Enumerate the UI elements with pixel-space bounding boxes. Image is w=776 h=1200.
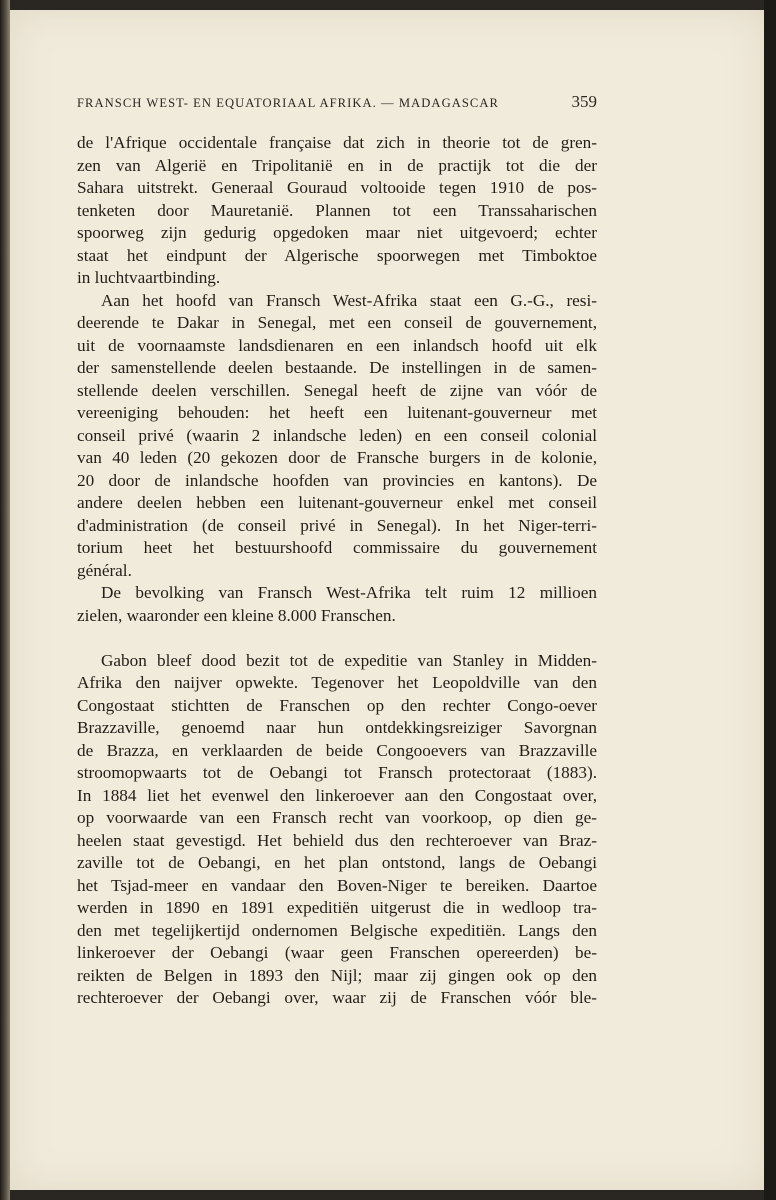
text-line: rechteroever der Oebangi over, waar zij de Franschen vóór ble- xyxy=(77,988,597,1007)
text-line: zen van Algerië en Tripolitanië en in de practijk tot die der xyxy=(77,155,597,175)
text-line: Afrika den naijver opwekte. Tegenover het Leopoldville van den xyxy=(77,673,597,692)
text-line: stroomopwaarts tot de Oebangi tot Fransch protectoraat (1883). xyxy=(77,763,597,782)
text-line: op voorwaarde van een Fransch recht van voorkoop, op dien ge- xyxy=(77,808,597,827)
text-line: Brazzaville, genoemd naar hun ontdekkingsreiziger Savorgnan xyxy=(77,718,597,737)
scan-edge xyxy=(764,0,776,1200)
text-line: général. xyxy=(77,560,132,580)
text-line: tenketen door Mauretanië. Plannen tot een Transsaharischen xyxy=(77,200,597,220)
text-line: Sahara uitstrekt. Generaal Gouraud voltooide tegen 1910 de pos- xyxy=(77,178,597,197)
text-line: deerende te Dakar in Senegal, met een conseil de gouvernement, xyxy=(77,313,597,332)
text-line: der samenstellende deelen bestaande. De instellingen in de samen- xyxy=(77,358,597,377)
text-line: den met tegelijkertijd ondernomen Belgische expeditiën. Langs den xyxy=(77,920,597,940)
text-line: 20 door de inlandsche hoofden van provincies en kantons). De xyxy=(77,470,597,490)
text-line: andere deelen hebben een luitenant-gouverneur enkel met conseil xyxy=(77,493,597,512)
text-line: In 1884 liet het evenwel den linkeroever aan den Congostaat over, xyxy=(77,785,597,805)
text-line: linkeroever der Oebangi (waar geen Franschen opereerden) be- xyxy=(77,943,597,962)
text-line: reikten de Belgen in 1893 den Nijl; maar zij gingen ook op den xyxy=(77,965,597,985)
text-line: werden in 1890 en 1891 expeditiën uitgerust die in wedloop tra- xyxy=(77,898,597,917)
text-line: de l'Afrique occidentale française dat zich in theorie tot de gren- xyxy=(77,133,597,152)
page-number: 359 xyxy=(571,92,597,111)
text-line: Gabon bleef dood bezit tot de expeditie van Stanley in Midden- xyxy=(101,650,597,670)
text-line: conseil privé (waarin 2 inlandsche leden) en een conseil colonial xyxy=(77,425,597,445)
text-line: heelen staat gevestigd. Het behield dus den rechteroever van Braz- xyxy=(77,830,597,850)
text-line: vereeniging behouden: het heeft een luitenant-gouverneur met xyxy=(77,403,597,422)
text-line: uit de voornaamste landsdienaren en een inlandsch hoofd uit elk xyxy=(77,335,597,355)
text-line: zaville tot de Oebangi, en het plan ontstond, langs de Oebangi xyxy=(77,853,597,872)
section-gap xyxy=(77,627,597,650)
text-line: in luchtvaartbinding. xyxy=(77,268,221,287)
text-line: staat het eindpunt der Algerische spoorwegen met Timboktoe xyxy=(77,245,597,265)
text-line: Congostaat stichtten de Franschen op den rechter Congo-oever xyxy=(77,695,597,715)
text-line: van 40 leden (20 gekozen door de Fransche burgers in de kolonie, xyxy=(77,448,597,467)
text-line: de Brazza, en verklaarden de beide Congooevers van Brazzaville xyxy=(77,740,597,760)
text-line: het Tsjad-meer en vandaar den Boven-Niger te bereiken. Daartoe xyxy=(77,875,597,895)
body-text xyxy=(77,132,597,1010)
text-line: d'administration (de conseil privé in Senegal). In het Niger-terri- xyxy=(77,515,597,535)
text-line: Aan het hoofd van Fransch West-Afrika staat een G.-G., resi- xyxy=(101,290,597,310)
text-line: spoorweg zijn gedurig opgedoken maar niet uitgevoerd; echter xyxy=(77,223,597,242)
text-line: stellende deelen verschillen. Senegal heeft de zijne van vóór de xyxy=(77,380,597,400)
running-head-title: FRANSCH WEST- EN EQUATORIAAL AFRIKA. — MADAGASCAR xyxy=(77,96,499,110)
running-head xyxy=(77,92,597,111)
text-line: torium heet het bestuurshoofd commissaire du gouvernement xyxy=(77,538,597,557)
book-gutter xyxy=(0,0,10,1200)
text-line: zielen, waaronder een kleine 8.000 Franschen. xyxy=(77,605,396,625)
text-line: De bevolking van Fransch West-Afrika telt ruim 12 millioen xyxy=(101,583,597,602)
